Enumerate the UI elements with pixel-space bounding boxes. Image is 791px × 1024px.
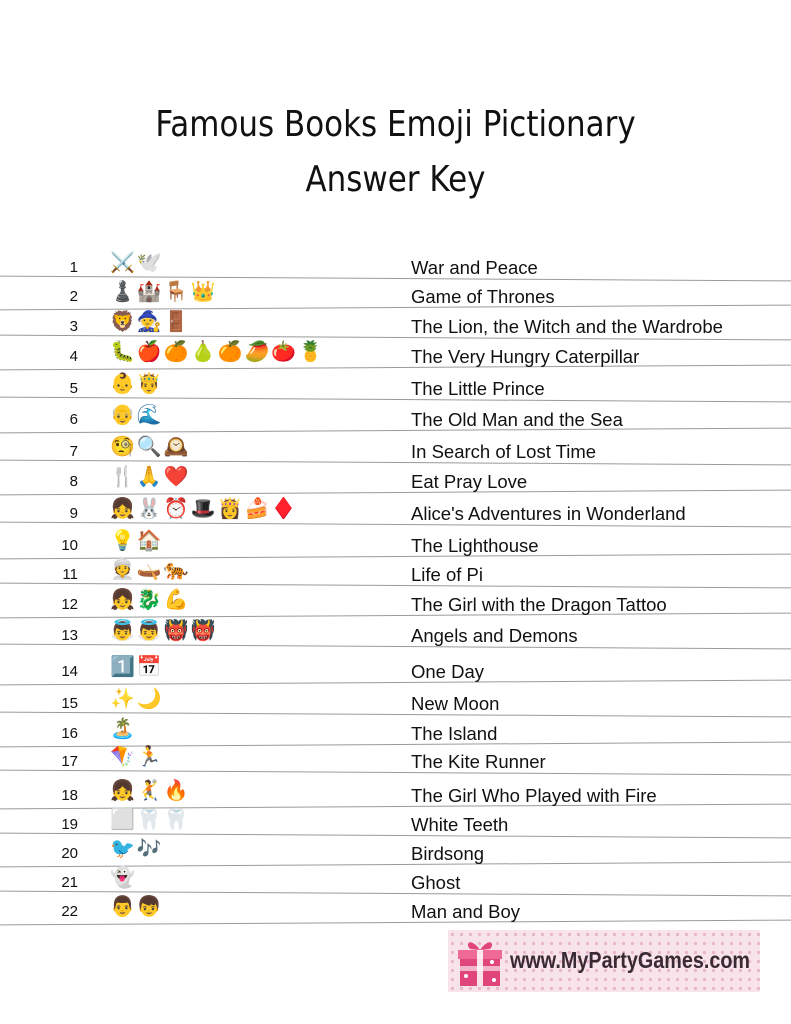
answer-text: Birdsong [411, 843, 485, 864]
item-number: 7 [69, 443, 78, 460]
answer-text: In Search of Lost Time [411, 441, 597, 462]
answer-text: Game of Thrones [411, 286, 555, 307]
answer-text: New Moon [411, 693, 500, 714]
emoji-clue: 👶🤴 [110, 371, 164, 395]
item-number: 6 [69, 411, 78, 428]
item-number: 16 [61, 725, 78, 742]
emoji-clue: 🐦🎶 [110, 836, 164, 860]
emoji-clue: 🦁🧙🚪 [110, 309, 191, 333]
answer-text: The Little Prince [411, 378, 545, 399]
answer-text: Ghost [411, 872, 461, 893]
item-number: 18 [61, 787, 78, 804]
row-divider [0, 490, 791, 496]
item-number: 10 [61, 537, 78, 554]
answer-text: Eat Pray Love [411, 471, 528, 492]
item-number: 21 [61, 874, 78, 891]
answer-text: Alice's Adventures in Wonderland [411, 503, 686, 524]
answer-text: The Girl Who Played with Fire [411, 785, 657, 806]
answer-text: The Lion, the Witch and the Wardrobe [411, 316, 723, 337]
emoji-clue: ⬜🦷🦷 [110, 807, 191, 831]
emoji-clue: 👧🤾🔥 [110, 778, 191, 802]
answer-text: The Girl with the Dragon Tattoo [411, 594, 667, 615]
emoji-clue: ✨🌙 [110, 686, 164, 710]
answer-text: Angels and Demons [411, 625, 578, 646]
answer-text: The Kite Runner [411, 751, 546, 772]
emoji-clue: ♟️🏰🪑👑 [110, 279, 218, 303]
emoji-clue: 💡🏠 [110, 528, 164, 552]
emoji-clue: 🪁🏃 [110, 744, 164, 768]
row-divider [0, 680, 791, 686]
answer-text: The Lighthouse [411, 535, 539, 556]
row-divider [0, 920, 791, 926]
item-number: 14 [61, 663, 78, 680]
answer-text: War and Peace [411, 257, 538, 278]
emoji-clue: ⚔️🕊️ [110, 250, 164, 274]
emoji-clue: 👧🐉💪 [110, 587, 191, 611]
item-number: 5 [69, 380, 78, 397]
item-number: 3 [69, 318, 78, 335]
item-number: 2 [69, 288, 78, 305]
emoji-clue: 👻 [110, 865, 137, 889]
emoji-clue: 👳🛶🐅 [110, 557, 191, 581]
emoji-clue: 👴🌊 [110, 402, 164, 426]
item-number: 20 [61, 845, 78, 862]
item-number: 1 [69, 259, 78, 276]
gift-icon [456, 936, 504, 988]
emoji-clue: 🏝️ [110, 716, 137, 740]
item-number: 8 [69, 473, 78, 490]
item-number: 17 [61, 753, 78, 770]
item-number: 22 [61, 903, 78, 920]
item-number: 12 [61, 596, 78, 613]
logo-text: www.MyPartyGames.com [510, 947, 751, 973]
item-number: 4 [69, 348, 78, 365]
row-divider [0, 365, 791, 371]
row-divider [0, 644, 791, 650]
answer-text: The Island [411, 723, 498, 744]
row-divider [0, 770, 791, 776]
emoji-clue: 1️⃣📅 [110, 654, 164, 678]
item-number: 11 [62, 566, 78, 583]
site-logo [448, 930, 760, 992]
answer-text: Man and Boy [411, 901, 521, 922]
emoji-clue: 🍴🙏❤️ [110, 464, 191, 488]
answer-text: The Old Man and the Sea [411, 409, 623, 430]
answer-text: The Very Hungry Caterpillar [411, 346, 640, 367]
item-number: 9 [69, 505, 78, 522]
emoji-clue: 👼👼👹👹 [110, 618, 218, 642]
emoji-clue: 🐛🍎🍊🍐🍊🥭🍅🍍 [110, 339, 326, 363]
item-number: 13 [61, 627, 78, 644]
item-number: 15 [61, 695, 78, 712]
emoji-clue: 🧐🔍🕰️ [110, 434, 191, 458]
answer-text: White Teeth [411, 814, 509, 835]
answer-text: Life of Pi [411, 564, 483, 585]
page-title: Famous Books Emoji Pictionary [155, 104, 636, 145]
emoji-clue: 👨👦 [110, 894, 164, 918]
emoji-clue: 👧🐰⏰🎩👸🍰♦️ [110, 496, 299, 520]
page-subtitle: Answer Key [305, 159, 486, 200]
answer-text: One Day [411, 661, 485, 682]
row-divider [0, 428, 791, 434]
item-number: 19 [61, 816, 78, 833]
